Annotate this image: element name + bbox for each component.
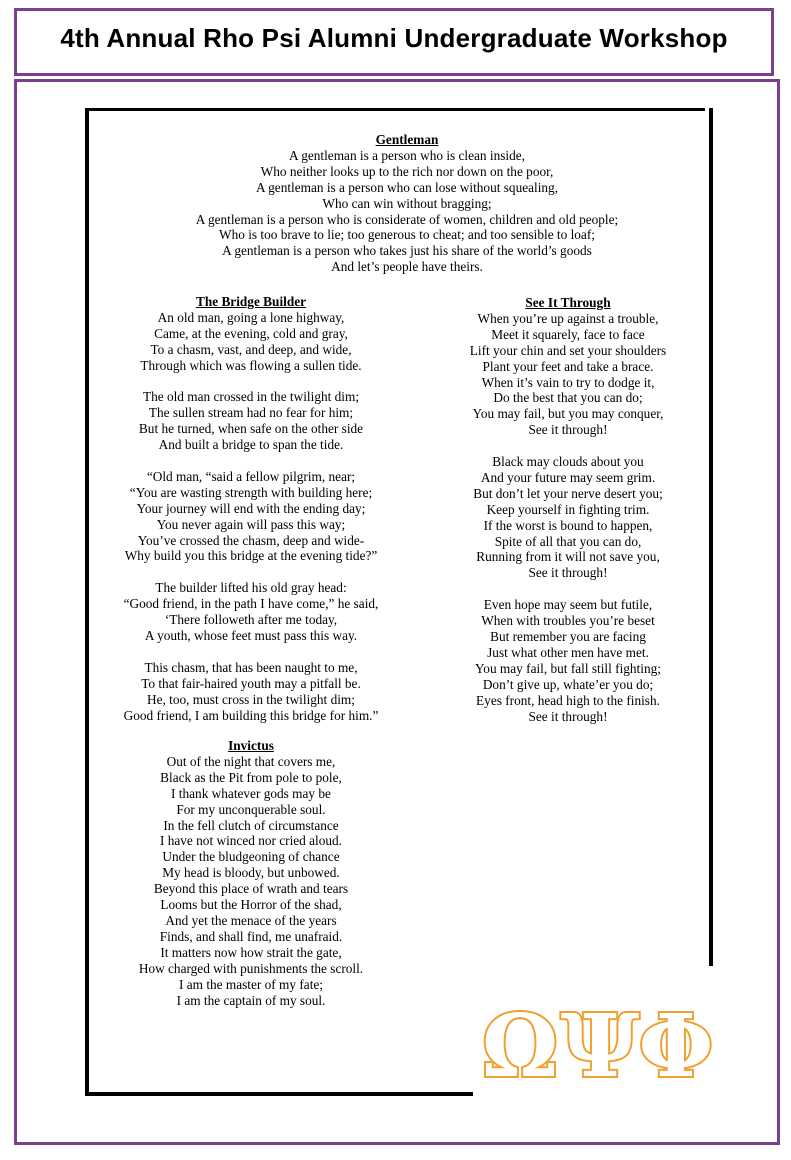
psi-letter: Ψ (560, 996, 640, 1088)
poem-line: Running from it will not save you, (476, 549, 660, 565)
poem-line: Keep yourself in fighting trim. (486, 501, 650, 517)
stanza-break (92, 453, 410, 469)
poem-line: Why build you this bridge at the evening tide?” (124, 548, 378, 564)
poem-line: See it through! (528, 708, 608, 724)
poem-line: Plant your feet and take a brace. (482, 358, 654, 374)
poem-gentleman (100, 132, 714, 275)
greek-letters-logo (478, 996, 718, 1088)
poem-title: The Bridge Builder (195, 294, 307, 309)
poem-line: It matters now how strait the gate, (160, 944, 342, 960)
stanza-break (92, 564, 410, 580)
poem-line: You may fail, but you may conquer, (472, 406, 664, 422)
poem-line: I have not winced nor cried aloud. (159, 833, 343, 849)
poem-title: Gentleman (375, 132, 439, 147)
poem-line: “Good friend, in the path I have come,” he said, (123, 596, 379, 612)
poem-line: Do the best that you can do; (493, 390, 643, 406)
poem-line: See it through! (528, 422, 608, 438)
header-box (14, 8, 774, 76)
poem-line: If the worst is bound to happen, (483, 517, 653, 533)
stanza-break (440, 438, 696, 454)
page-frame-left (85, 108, 89, 1096)
poem-line: Don’t give up, whate’er you do; (482, 676, 654, 692)
poem-line: The sullen stream had no fear for him; (148, 405, 354, 421)
poem-line: Even hope may seem but futile, (483, 597, 653, 613)
stanza-break (92, 374, 410, 390)
poem-title: Invictus (228, 738, 274, 753)
poem-line: How charged with punishments the scroll. (138, 960, 364, 976)
poem-line: Good friend, I am building this bridge for him.” (123, 707, 379, 723)
poem-line: In the fell clutch of circumstance (163, 817, 339, 833)
poem-line: And let’s people have theirs. (331, 259, 483, 275)
poem-see-it-through (440, 295, 696, 724)
poem-line: Meet it squarely, face to face (491, 326, 645, 342)
poem-line: To that fair-haired youth may a pitfall be. (141, 675, 361, 691)
poem-line: An old man, going a lone highway, (157, 309, 345, 325)
page-frame-top (85, 108, 705, 111)
poem-line: To a chasm, vast, and deep, and wide, (150, 341, 352, 357)
poem-line: And built a bridge to span the tide. (158, 437, 344, 453)
page-frame-bottom (85, 1092, 473, 1096)
poem-line: You may fail, but fall still fighting; (475, 660, 661, 676)
poem-line: Who can win without bragging; (322, 195, 492, 211)
omega-letter: Ω (481, 996, 559, 1088)
poem-line: But he turned, when safe on the other side (138, 421, 364, 437)
poem-line: When you’re up against a trouble, (477, 310, 659, 326)
poem-line: Your journey will end with the ending day; (136, 500, 366, 516)
poem-line: Black may clouds about you (492, 454, 644, 470)
poem-line: But remember you are facing (490, 629, 646, 644)
poem-line: Who neither looks up to the rich nor down on the poor, (260, 163, 554, 179)
poem-bridge-builder (92, 294, 410, 723)
poem-line: He, too, must cross in the twilight dim; (147, 691, 355, 707)
poem-line: This chasm, that has been naught to me, (144, 659, 358, 675)
poem-line: Just what other men have met. (487, 644, 649, 660)
poem-line: Eyes front, head high to the finish. (476, 692, 660, 708)
poem-line: Looms but the Horror of the shad, (160, 897, 342, 913)
poem-line: Spite of all that you can do, (494, 533, 642, 549)
poem-line: A youth, whose feet must pass this way. (144, 627, 358, 643)
poem-line: When it’s vain to try to dodge it, (481, 374, 655, 390)
stanza-break (440, 581, 696, 597)
poem-line: A gentleman is a person who is considerate of women, children and old people; (195, 211, 619, 227)
poem-line: You’ve crossed the chasm, deep and wide- (137, 532, 365, 548)
poem-line: The old man crossed in the twilight dim; (142, 389, 360, 405)
poem-line: Who is too brave to lie; too generous to cheat; and too sensible to loaf; (219, 227, 595, 243)
poem-line: Black as the Pit from pole to pole, (160, 769, 342, 785)
poem-line: A gentleman is a person who takes just his share of the world’s goods (222, 243, 592, 259)
poem-line: And your future may seem grim. (480, 469, 656, 485)
poem-line: Out of the night that covers me, (166, 753, 336, 769)
poem-line: Lift your chin and set your shoulders (469, 342, 667, 358)
poem-line: I thank whatever gods may be (171, 785, 331, 801)
poem-invictus (92, 738, 410, 1008)
phi-letter: Φ (638, 996, 714, 1088)
poem-line: I am the master of my fate; (179, 976, 323, 992)
poem-line: Beyond this place of wrath and tears (153, 881, 349, 897)
poem-line: “Old man, “said a fellow pilgrim, near; (146, 468, 356, 484)
poem-line: For my unconquerable soul. (176, 801, 326, 817)
poem-line: Through which was flowing a sullen tide. (140, 357, 362, 373)
poem-line: I am the captain of my soul. (176, 992, 326, 1008)
poem-line: My head is bloody, but unbowed. (162, 865, 340, 881)
poem-line: “You are wasting strength with building here; (129, 484, 373, 500)
poem-line: See it through! (528, 565, 608, 581)
poem-line: Finds, and shall find, me unafraid. (159, 928, 343, 944)
poem-line: ‘There followeth after me today, (164, 612, 338, 628)
page-title: 4th Annual Rho Psi Alumni Undergraduate Workshop (60, 23, 728, 53)
poem-line: Came, at the evening, cold and gray, (154, 325, 348, 341)
poem-line: And yet the menace of the years (165, 912, 337, 928)
poem-line: You never again will pass this way; (156, 516, 346, 532)
poem-line: But don’t let your nerve desert you; (473, 485, 663, 501)
poem-line: A gentleman is a person who can lose without squealing, (255, 179, 559, 195)
poem-line: The builder lifted his old gray head: (155, 580, 347, 596)
poem-line: A gentleman is a person who is clean inside, (289, 147, 525, 163)
stanza-break (92, 644, 410, 660)
poem-line: When with troubles you’re beset (481, 613, 655, 629)
poem-title: See It Through (525, 295, 611, 310)
poem-line: Under the bludgeoning of chance (162, 849, 340, 865)
